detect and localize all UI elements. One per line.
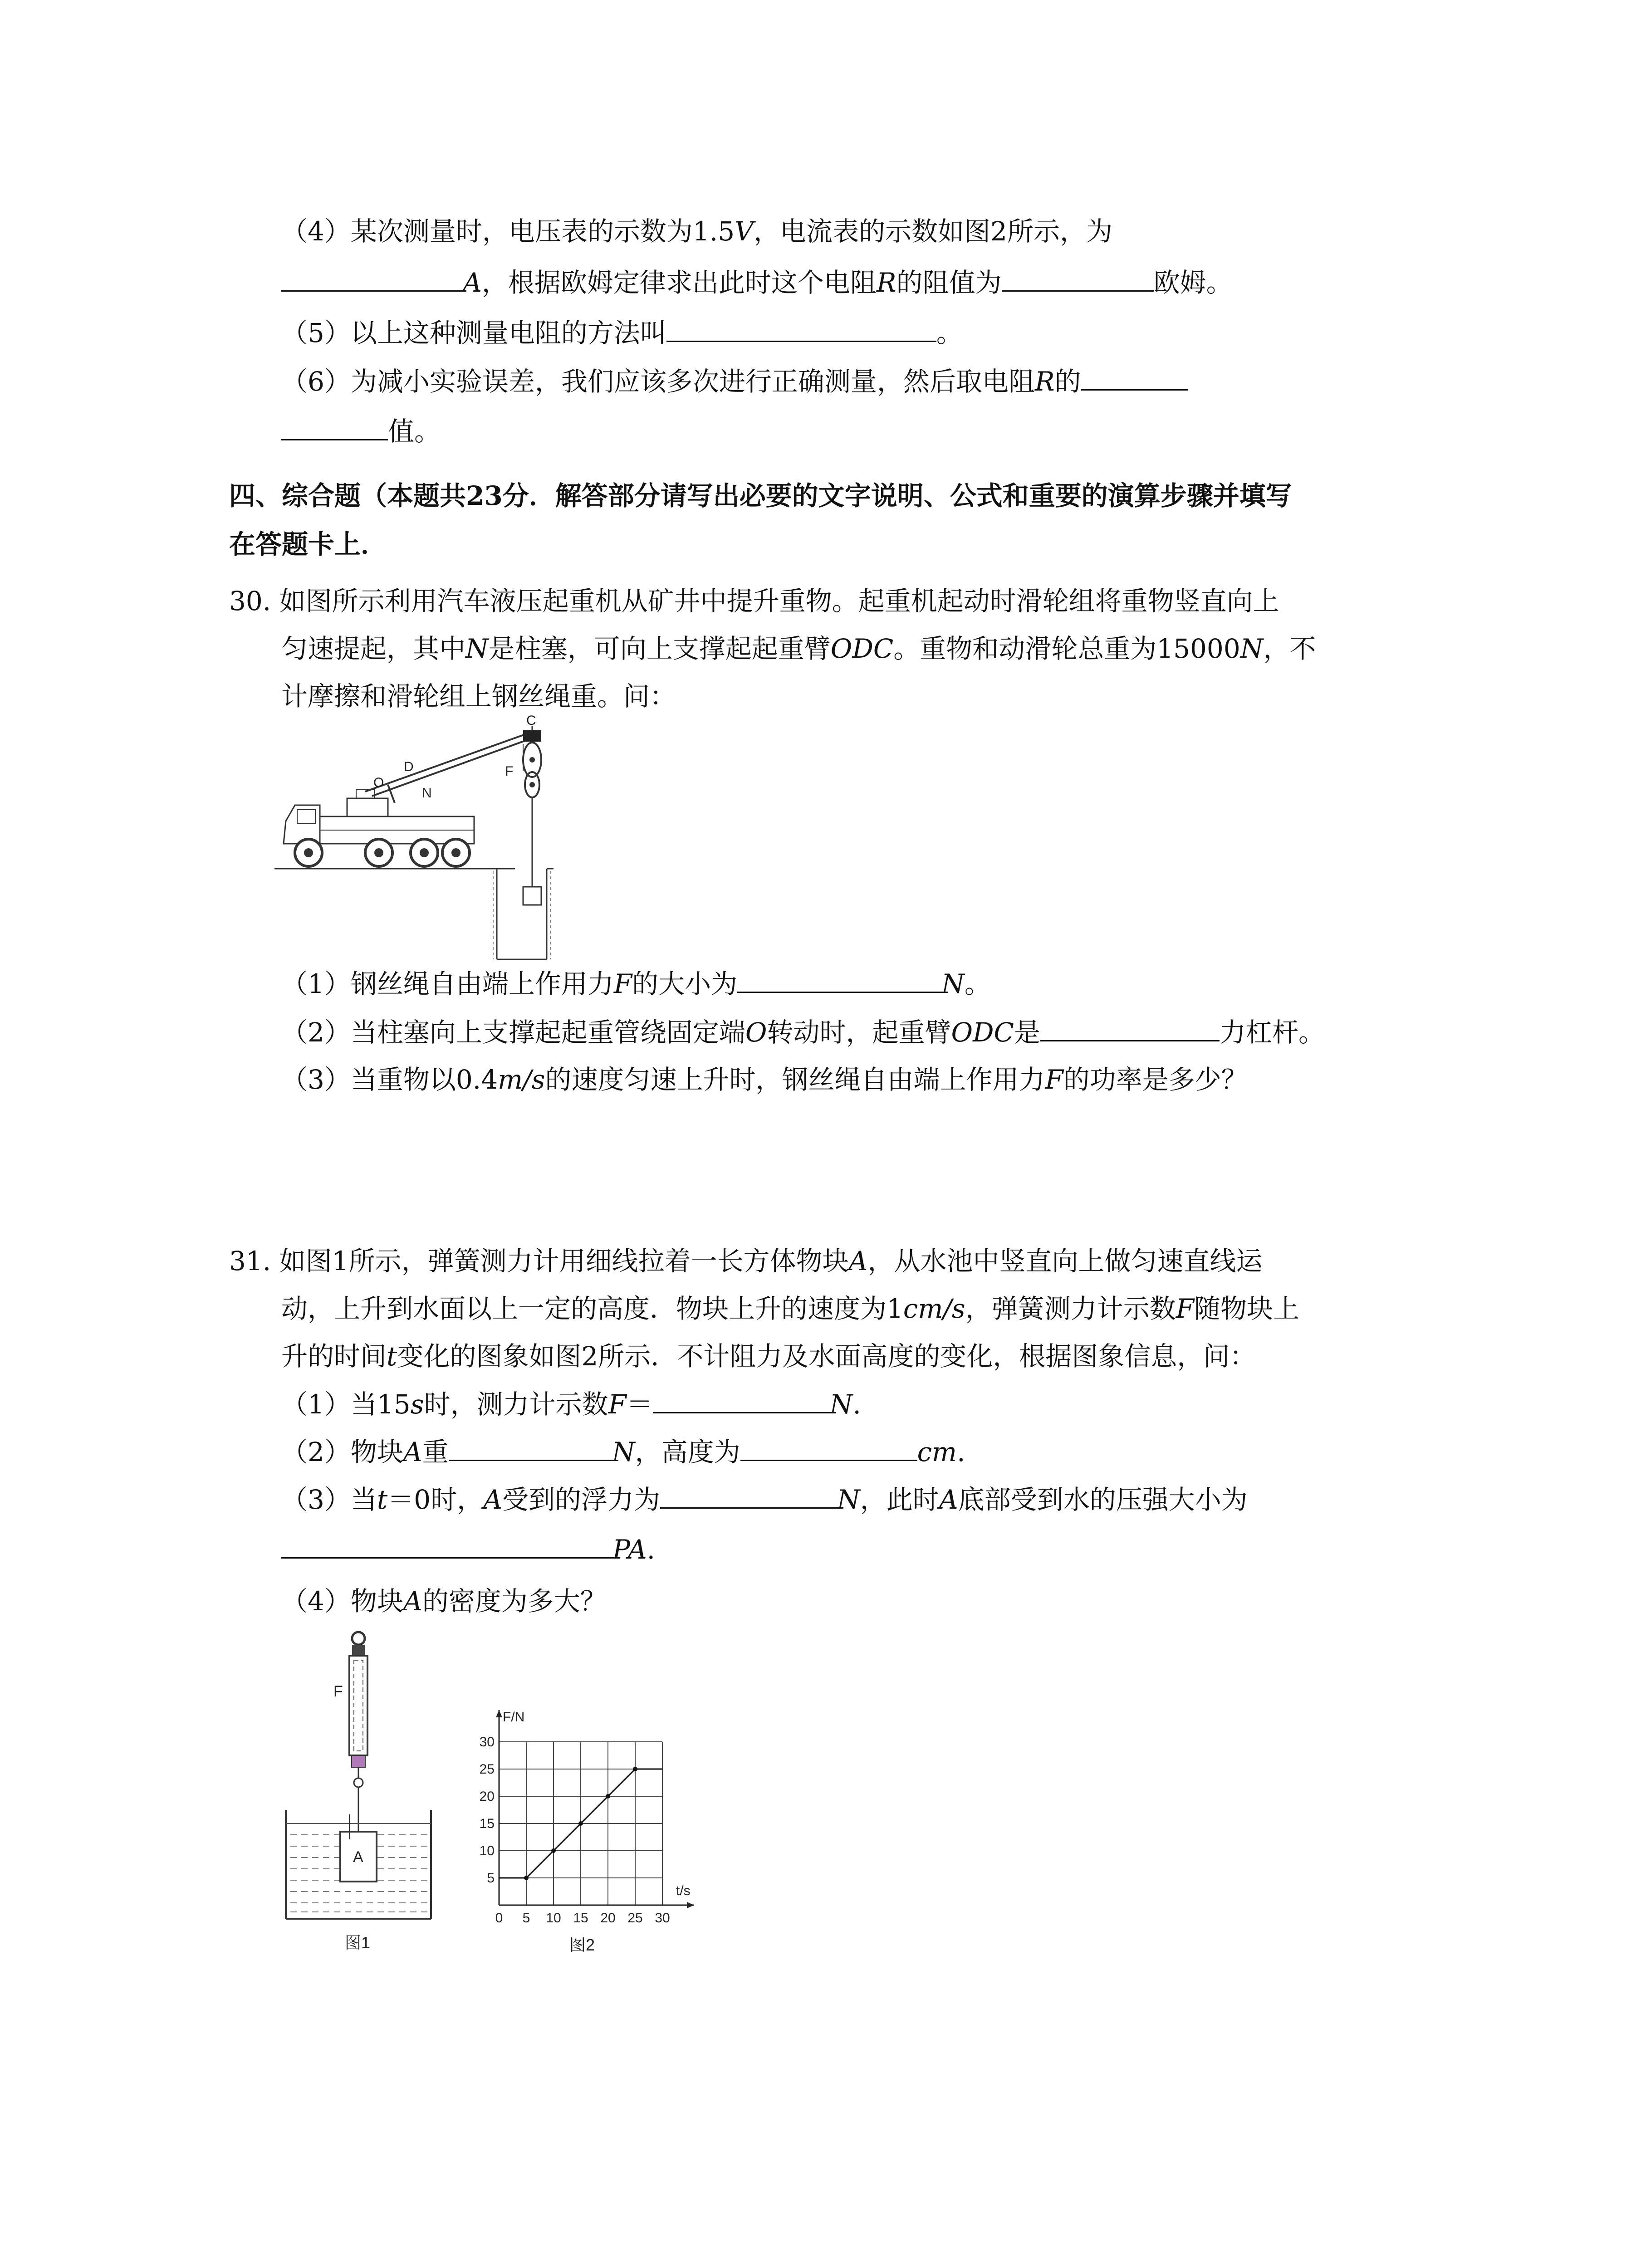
unit-n: N (1240, 633, 1264, 664)
var-a: A (403, 1586, 422, 1617)
text: 转动时，起重臂 (767, 1017, 951, 1048)
series-point (606, 1794, 610, 1799)
var-a: A (483, 1484, 503, 1515)
figure-2-chart (472, 1678, 726, 1960)
unit-n: N (941, 968, 965, 999)
text: 欧姆。 (1153, 267, 1233, 298)
caption-fig2: 图2 (569, 1936, 595, 1954)
text: ，不 (1263, 633, 1316, 664)
var-a: A (939, 1484, 958, 1515)
x-tick-label: 10 (546, 1911, 561, 1926)
q-part3-4-line1 (281, 213, 1112, 249)
q30-sub1 (281, 965, 991, 1002)
answer-blank[interactable] (1002, 264, 1154, 292)
caption-fig1: 图1 (345, 1933, 371, 1952)
text: ，电流表的示数如图2所示，为 (754, 216, 1112, 247)
text: （5）以上这种测量电阻的方法叫 (281, 318, 666, 348)
figure-1 (277, 1628, 440, 1955)
section-heading: 四、综合题（本题共23分．解答部分请写出必要的文字说明、公式和重要的演算步骤并填写 (229, 480, 1292, 511)
var-odc: ODC (951, 1017, 1014, 1048)
text: ＝0时， (387, 1484, 484, 1515)
text: 的 (1054, 366, 1081, 397)
text: 的阻值为 (896, 267, 1002, 298)
text: 。 (964, 968, 991, 999)
text: 变化的图象如图2所示．不计阻力及水面高度的变化，根据图象信息，问： (397, 1341, 1256, 1372)
y-tick-label: 10 (479, 1843, 495, 1858)
y-tick-label: 25 (479, 1762, 495, 1777)
y-axis-arrow (496, 1710, 502, 1717)
q30-line1: 30. 如图所示利用汽车液压起重机从矿井中提升重物。起重机起动时滑轮组将重物竖直向上 (229, 586, 1279, 616)
text: （4）物块 (281, 1586, 403, 1617)
q31-sub1 (281, 1386, 861, 1422)
text: 的功率是多少？ (1063, 1064, 1248, 1095)
text: ，根据欧姆定律求出此时这个电阻 (481, 267, 877, 298)
text: （3）当 (281, 1484, 377, 1515)
var-a: A (403, 1437, 422, 1467)
var-n: N (465, 633, 489, 664)
answer-blank[interactable] (653, 1386, 830, 1413)
answer-blank[interactable] (449, 1433, 612, 1461)
q30-sub3 (281, 1061, 1248, 1098)
text: 力杠杆。 (1219, 1017, 1325, 1048)
text: 时，测力计示数 (424, 1389, 608, 1420)
var-o: O (745, 1017, 767, 1048)
var-r: R (876, 267, 896, 298)
x-tick-label: 15 (573, 1911, 588, 1926)
label-f: F (505, 764, 514, 779)
crane-truck (284, 789, 474, 866)
q-part3-4-line2 (281, 264, 1233, 301)
text: 的速度匀速上升时，钢丝绳自由端上作用力 (545, 1064, 1045, 1095)
y-tick-label: 5 (487, 1871, 495, 1886)
text: . (647, 1534, 656, 1565)
answer-blank[interactable] (1040, 1014, 1220, 1041)
text: 受到的浮力为 (502, 1484, 661, 1515)
label-n: N (422, 786, 432, 801)
answer-blank[interactable] (281, 264, 463, 292)
text: ，高度为 (635, 1437, 740, 1467)
text: （2）物块 (281, 1437, 403, 1467)
text: 升的时间 (281, 1341, 387, 1372)
var-f: F (613, 968, 632, 999)
q31-line2 (281, 1290, 1299, 1327)
text: 31. 如图1所示，弹簧测力计用细线拉着一长方体物块 (229, 1246, 849, 1276)
text: 是柱塞，可向上支撑起起重臂 (488, 633, 831, 664)
answer-blank[interactable] (666, 314, 936, 342)
q-part3-5 (281, 314, 963, 351)
text: ，从水池中竖直向上做匀速直线运 (867, 1246, 1263, 1276)
q-part3-6-line1 (281, 363, 1188, 400)
q30-line2 (281, 631, 1316, 667)
var-r: R (1034, 366, 1055, 397)
label-c: C (526, 713, 536, 728)
label-a: A (353, 1848, 363, 1866)
q31-sub4 (281, 1583, 607, 1619)
x-tick-label: 20 (600, 1911, 616, 1926)
text: 是 (1014, 1017, 1040, 1048)
var-a: A (848, 1246, 868, 1276)
q-part3-6-line2 (281, 413, 441, 450)
x-tick-label: 25 (627, 1911, 643, 1926)
q31-sub2 (281, 1433, 965, 1470)
text: （4）某次测量时，电压表的示数为1.5 (281, 216, 735, 247)
q31-sub3-line2 (281, 1531, 655, 1568)
series-point (551, 1848, 556, 1853)
x-tick-label: 0 (495, 1911, 503, 1926)
text: 随物块上 (1194, 1293, 1299, 1324)
y-tick-label: 30 (479, 1735, 495, 1750)
pulley-block (523, 743, 541, 905)
var-f: F (1045, 1064, 1063, 1095)
answer-blank[interactable] (737, 965, 941, 993)
text: 。 (936, 318, 963, 348)
unit-v: V (735, 216, 754, 247)
label-d: D (404, 759, 414, 774)
unit-s: s (410, 1389, 424, 1420)
text: （6）为减小实验误差，我们应该多次进行正确测量，然后取电阻 (281, 366, 1035, 397)
section-heading-cont: 在答题卡上． (229, 529, 387, 560)
text: 的密度为多大？ (422, 1586, 607, 1617)
unit-n: N (829, 1389, 853, 1420)
x-axis-label: t/s (676, 1883, 691, 1898)
answer-blank[interactable] (281, 413, 388, 440)
load-block (523, 887, 541, 905)
text: 的大小为 (632, 968, 738, 999)
unit-a: A (463, 267, 482, 298)
x-tick-label: 30 (655, 1911, 670, 1926)
x-tick-label: 5 (522, 1911, 530, 1926)
text: 值。 (388, 416, 441, 447)
text: ，此时 (860, 1484, 939, 1515)
unit-pa: PA (612, 1534, 647, 1565)
mine-shaft (493, 869, 554, 959)
answer-blank[interactable] (660, 1481, 837, 1509)
spring-scale (349, 1632, 367, 1832)
text: . (957, 1437, 965, 1467)
answer-blank[interactable] (740, 1433, 917, 1461)
y-tick-label: 15 (479, 1816, 495, 1831)
var-f: F (1176, 1293, 1194, 1324)
y-axis-label: F/N (503, 1710, 525, 1725)
unit-n: N (612, 1437, 635, 1467)
label-o: O (373, 775, 384, 790)
series-point (524, 1876, 529, 1880)
y-tick-label: 20 (479, 1789, 495, 1804)
crane-figure (274, 712, 556, 962)
var-odc: ODC (830, 633, 894, 664)
var-t: t (387, 1341, 397, 1372)
answer-blank[interactable] (281, 1531, 612, 1559)
text: （1）钢丝绳自由端上作用力 (281, 968, 614, 999)
text: ，弹簧测力计示数 (965, 1293, 1176, 1324)
q30-line3: 计摩擦和滑轮组上钢丝绳重。问： (281, 681, 676, 712)
unit-n: N (837, 1484, 860, 1515)
unit-cms: cm/s (903, 1293, 965, 1324)
text: （2）当柱塞向上支撑起起重管绕固定端 (281, 1017, 745, 1048)
text: ＝ (626, 1389, 653, 1420)
var-f: F (608, 1389, 627, 1420)
unit-ms: m/s (498, 1064, 545, 1095)
text: 。重物和动滑轮总重为15000 (893, 633, 1240, 664)
q31-sub3 (281, 1481, 1248, 1518)
text: 动，上升到水面以上一定的高度．物块上升的速度为1 (281, 1293, 903, 1324)
q31-line3 (281, 1338, 1256, 1374)
label-f: F (333, 1683, 343, 1700)
crane-boom (365, 726, 541, 803)
text: （3）当重物以0.4 (281, 1064, 498, 1095)
text: . (852, 1389, 861, 1420)
unit-cm: cm (917, 1437, 957, 1467)
series-point (578, 1821, 583, 1826)
text: 底部受到水的压强大小为 (958, 1484, 1248, 1515)
var-t: t (377, 1484, 388, 1515)
text: 重 (422, 1437, 449, 1467)
q30-sub2 (281, 1014, 1325, 1051)
answer-blank[interactable] (1081, 363, 1188, 391)
x-axis-arrow (687, 1902, 694, 1908)
q31-line1 (229, 1243, 1263, 1279)
text: （1）当15 (281, 1389, 411, 1420)
series-point (633, 1767, 637, 1771)
text: 匀速提起，其中 (281, 633, 466, 664)
